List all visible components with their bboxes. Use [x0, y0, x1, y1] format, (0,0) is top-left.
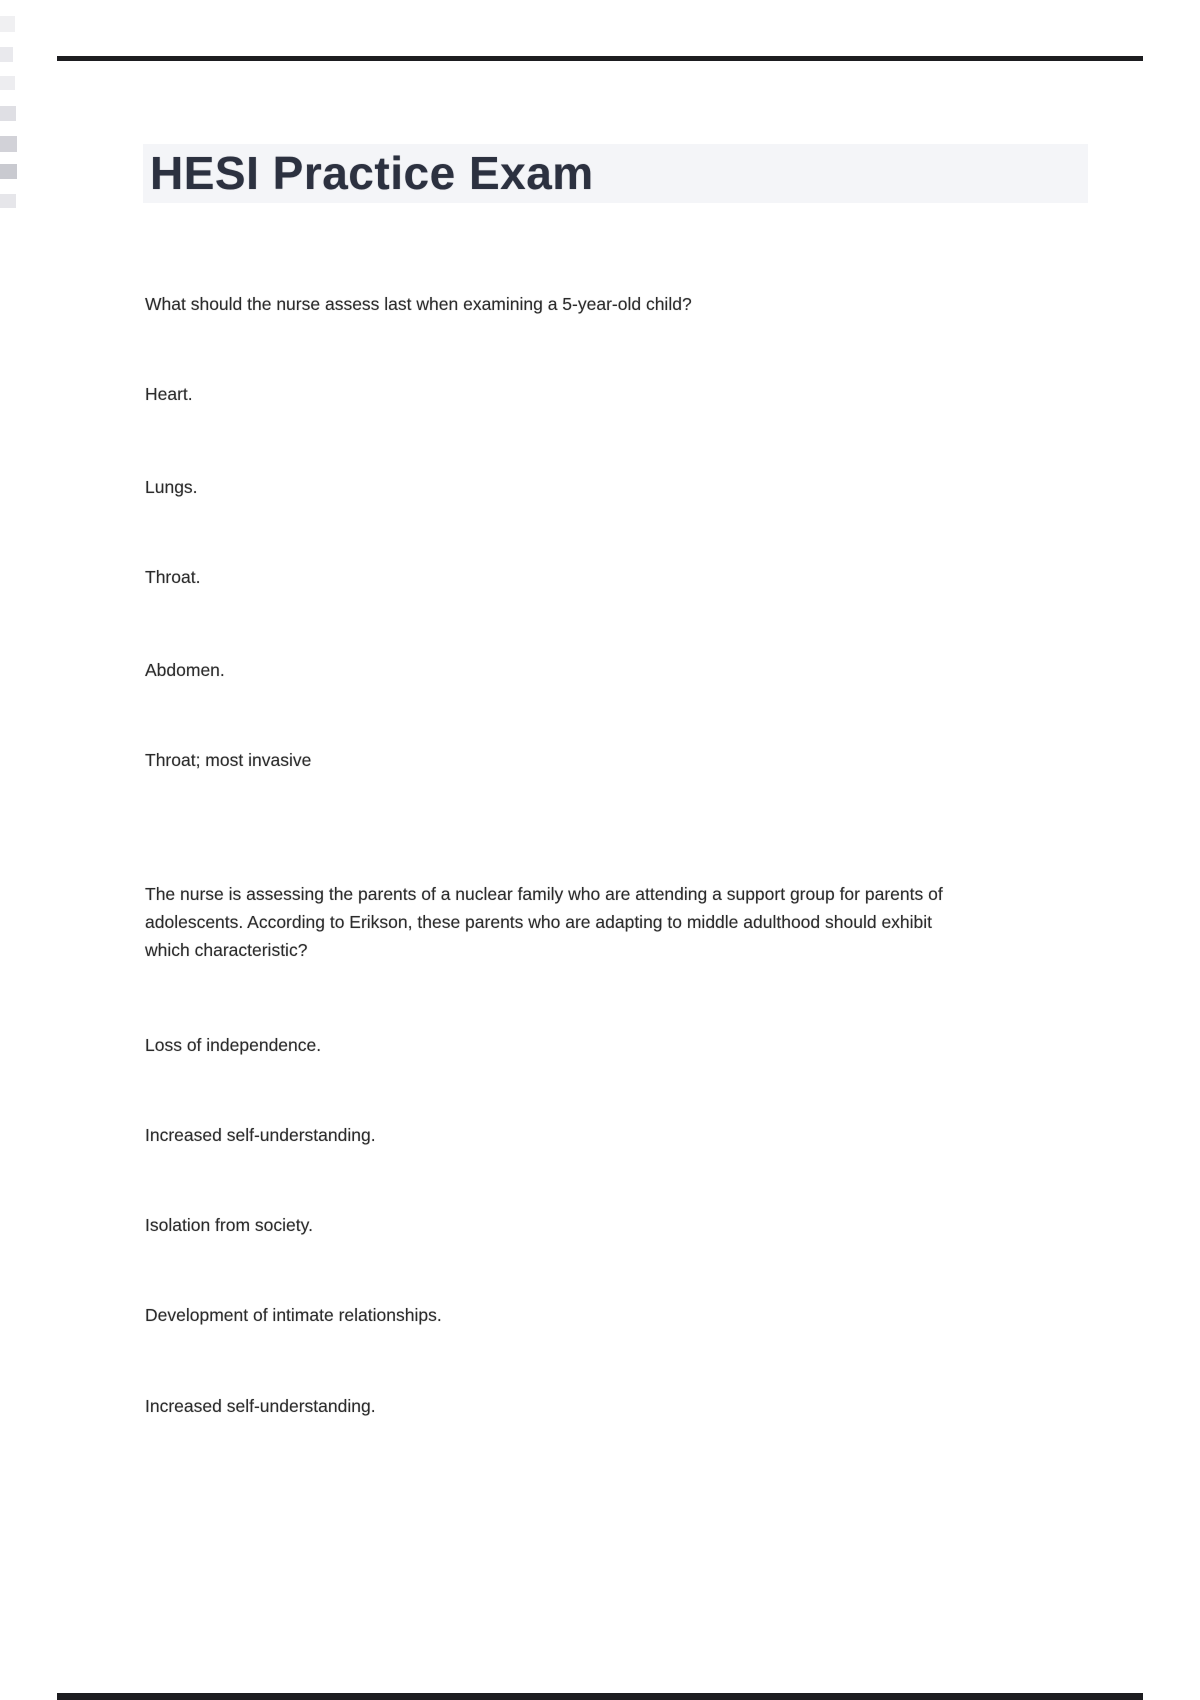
answer-option: Abdomen.	[145, 660, 225, 680]
answer-option: Increased self-understanding.	[145, 1396, 376, 1416]
question-text-line: adolescents. According to Erikson, these parents who are adapting to middle adulthood should exhibit	[145, 912, 933, 932]
scan-artifact	[0, 106, 16, 121]
question-text	[145, 880, 943, 964]
answer-option: Throat.	[145, 567, 201, 587]
answer-option: Isolation from society.	[145, 1215, 313, 1235]
bottom-rule	[57, 1693, 1143, 1700]
scan-artifact	[0, 76, 15, 90]
answer-option: Heart.	[145, 384, 193, 404]
question-text-line: which characteristic?	[145, 940, 308, 960]
scan-artifact	[0, 47, 13, 62]
answer-option: Increased self-understanding.	[145, 1125, 376, 1145]
scan-artifact	[0, 136, 17, 152]
answer-option: Loss of independence.	[145, 1035, 322, 1055]
question-text: What should the nurse assess last when examining a 5-year-old child?	[145, 294, 692, 314]
answer-option: Lungs.	[145, 477, 198, 497]
answer-option: Throat; most invasive	[145, 750, 312, 770]
scan-artifact	[0, 194, 16, 208]
page-title: HESI Practice Exam	[150, 147, 594, 199]
top-rule	[57, 56, 1143, 61]
scan-artifact	[0, 164, 17, 179]
answer-option: Development of intimate relationships.	[145, 1305, 442, 1325]
scan-artifact	[0, 16, 15, 32]
question-text-line: The nurse is assessing the parents of a nuclear family who are attending a support group for parents of	[145, 884, 943, 904]
title-highlight	[143, 144, 1088, 203]
